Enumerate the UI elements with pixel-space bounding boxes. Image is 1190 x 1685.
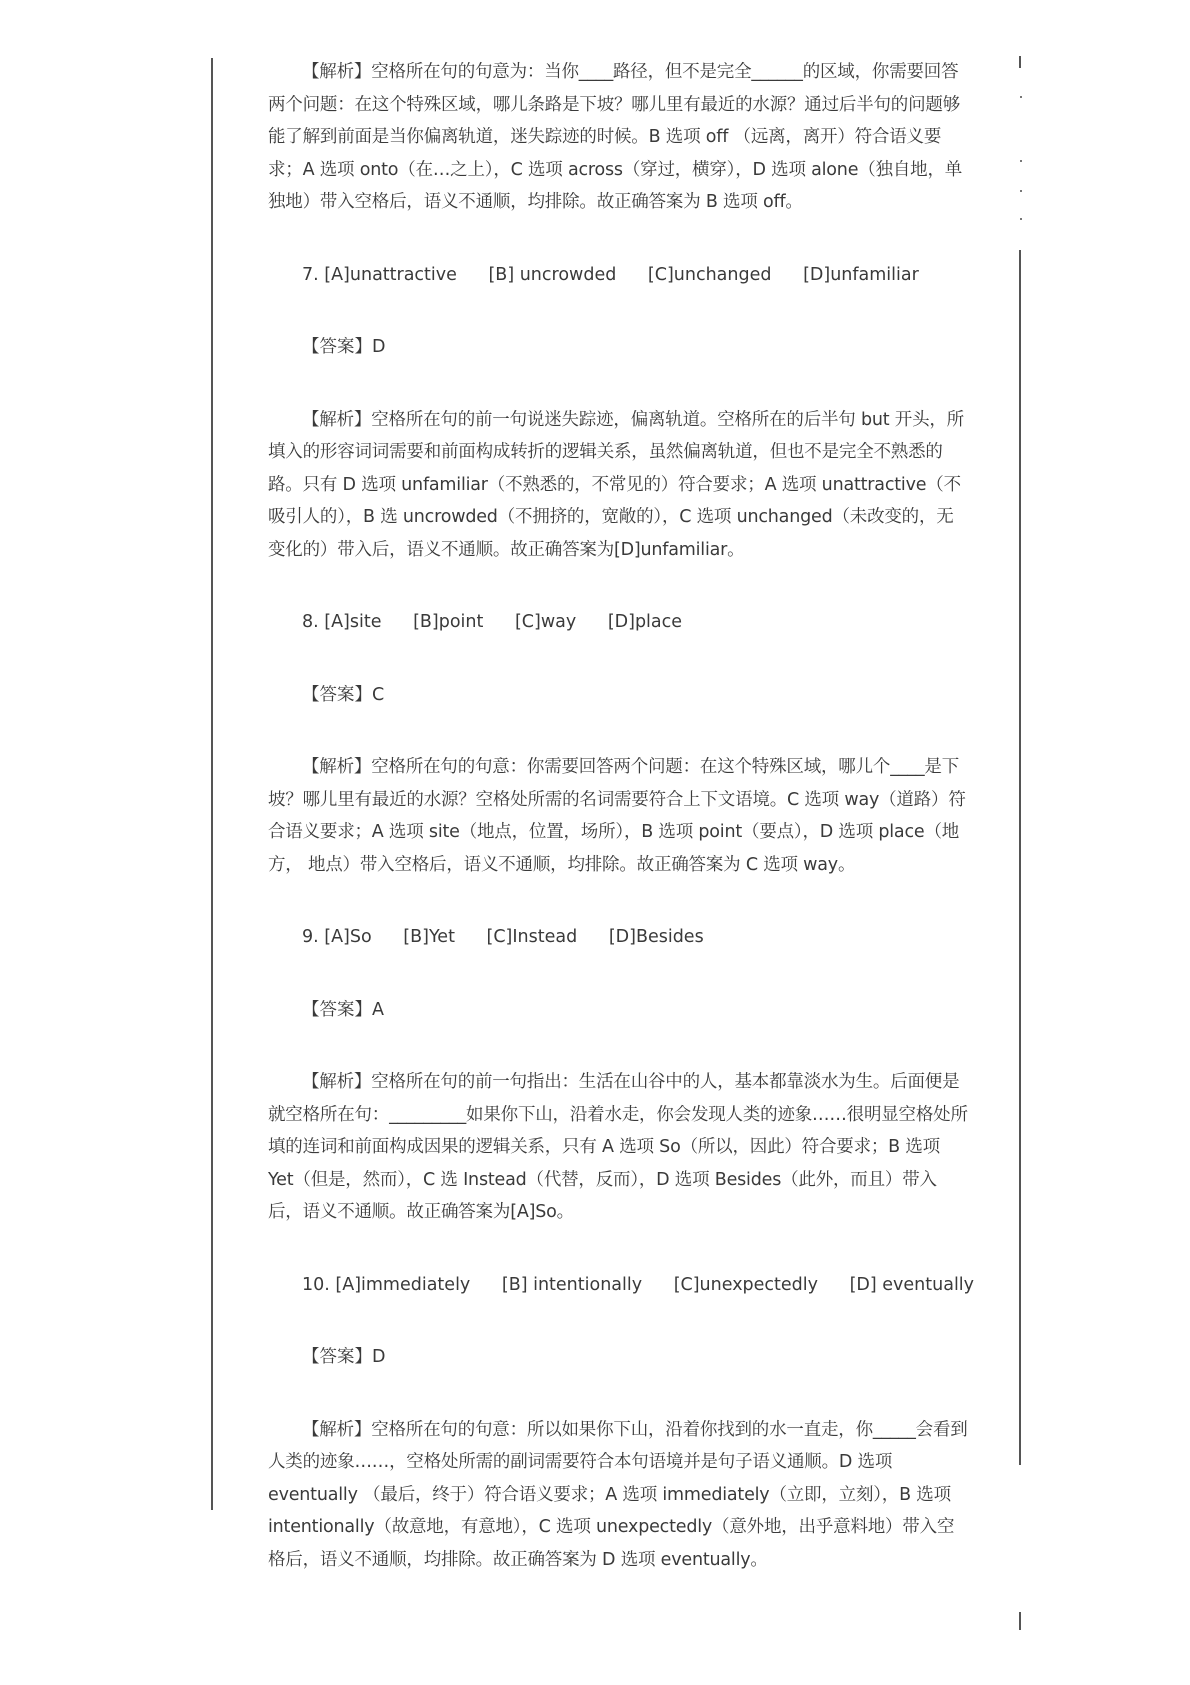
analysis-paragraph: 【解析】空格所在句的句意：所以如果你下山，沿着你找到的水一直走，你_____会看到人类的迹象……，空格处所需的副词需要符合本句语境并是句子语义通顺。D 选项 eventually （最后，终于）符合语义要求；A 选项 immediately（立即，立刻），B 选项 intentionally（故意地，有意地），C 选项 unexpectedly（意外地，出乎意料地）带入空格后，语义不通顺，均排除。故正确答案为 D 选项 eventually。 [268,1419,968,1570]
analysis-paragraph: 【解析】空格所在句的句意为：当你____路径，但不是完全______的区域，你需要回答两个问题：在这个特殊区域，哪儿条路是下坡？哪儿里有最近的水源？通过后半句的问题够能了解到前面是当你偏离轨道，迷失踪迹的时候。B 选项 off （远离，离开）符合语义要求；A 选项 onto（在…之上），C 选项 across（穿过，横穿），D 选项 alone（独自地，单独地）带入空格后，语义不通顺，均排除。故正确答案为 B 选项 off。 [268,62,963,212]
option-b: [B] intentionally [501,1274,643,1295]
option-c: [C]unexpectedly [673,1274,819,1295]
option-c: [C]unchanged [647,264,772,285]
question-7-options [302,259,968,292]
option-d: [D]place [607,612,683,632]
option-d: [D]unfamiliar [803,264,919,285]
option-b: [B]Yet [403,927,455,947]
option-b: [B] uncrowded [488,264,617,285]
option-a: 10. [A]immediately [302,1274,471,1295]
option-b: [B]point [413,612,484,632]
analysis-paragraph: 【解析】空格所在句的句意：你需要回答两个问题：在这个特殊区域，哪儿个____是下坡？哪儿里有最近的水源？空格处所需的名词需要符合上下文语境。C 选项 way（道路）符合语义要求；A 选项 site（地点，位置，场所），B 选项 point（要点），D 选项 place（地方， 地点）带入空格后，语义不通顺，均排除。故正确答案为 C 选项 way。 [268,757,966,875]
answer-line: 【答案】A [302,999,384,1020]
answer-line: 【答案】C [302,684,385,705]
analysis-paragraph: 【解析】空格所在句的前一句指出：生活在山谷中的人，基本都靠淡水为生。后面便是就空格所在句：_________如果你下山，沿着水走，你会发现人类的迹象……很明显空格处所填的连词和前面构成因果的逻辑关系，只有 A 选项 So（所以，因此）符合要求；B 选项 Yet（但是，然而），C 选 Instead（代替，反而），D 选项 Besides（此外，而且）带入后，语义不通顺。故正确答案为[A]So。 [268,1072,968,1222]
option-c: [C]Instead [486,927,578,947]
option-c: [C]way [514,612,577,632]
analysis-paragraph: 【解析】空格所在句的前一句说迷失踪迹，偏离轨道。空格所在的后半句 but 开头，所填入的形容词词需要和前面构成转折的逻辑关系，虽然偏离轨道，但也不是完全不熟悉的 路。只有 D 选项 unfamiliar（不熟悉的，不常见的）符合要求；A 选项 unattractive（不吸引人的），B 选 uncrowded（不拥挤的，宽敞的），C 选项 unchanged（未改变的，无变化的）带入后，语义不通顺。故正确答案为[D]unfamiliar。 [268,409,964,560]
margin-mark [1020,160,1022,162]
right-margin-rule-top [1019,56,1021,68]
option-a: 8. [A]site [302,612,382,632]
margin-mark [1020,96,1022,98]
margin-mark [1020,190,1022,192]
answer-line: 【答案】D [302,1347,386,1367]
option-d: [D]Besides [608,927,704,947]
question-10-options [302,1269,975,1302]
margin-mark [1020,218,1022,220]
left-margin-rule [211,58,213,1510]
right-margin-rule [1019,250,1021,1465]
question-8-options [302,606,968,639]
option-a: 7. [A]unattractive [302,264,457,285]
answer-line: 【答案】D [302,337,386,357]
right-margin-rule-bottom [1019,1612,1021,1630]
document-body [268,56,975,1616]
option-a: 9. [A]So [302,927,372,947]
option-d: [D] eventually [849,1274,975,1295]
question-9-options [302,921,968,954]
